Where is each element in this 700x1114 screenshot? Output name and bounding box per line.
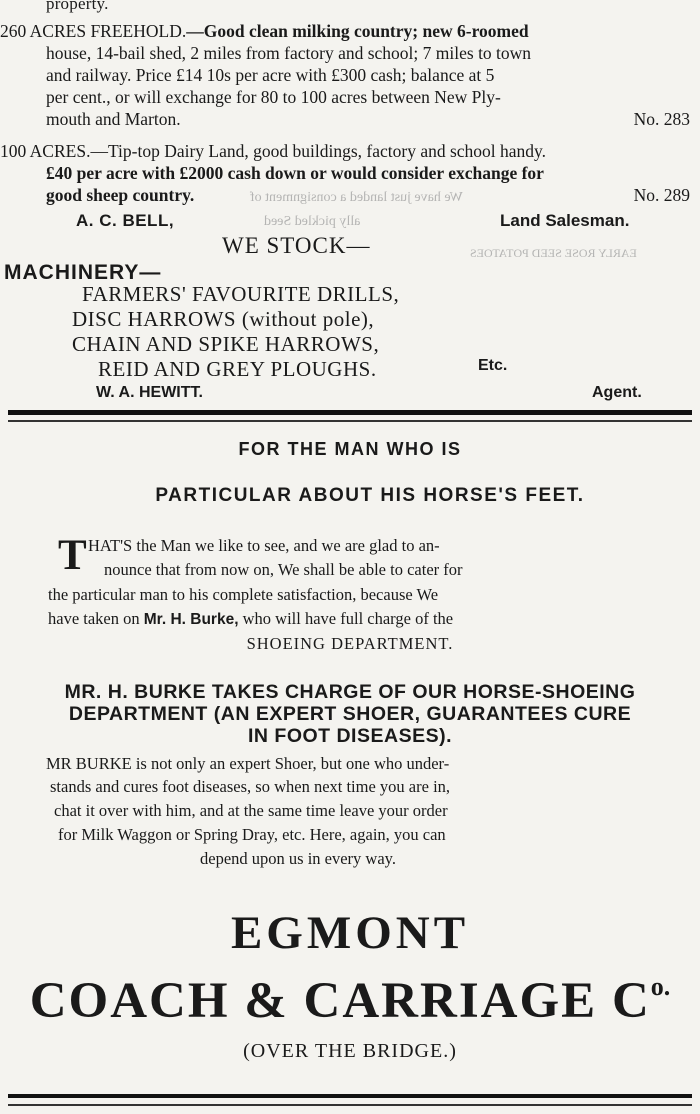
agent-role: Agent. <box>592 384 642 401</box>
paragraph-line: for Milk Waggon or Spring Dray, etc. Here, again, you can <box>58 825 446 844</box>
company-suffix: o. <box>650 972 671 1001</box>
listing-260-acres <box>0 20 700 130</box>
paragraph-line: nounce that from now on, We shall be able to cater for <box>104 560 463 579</box>
listing-title: ACRES. <box>29 141 91 161</box>
department-name: SHOEING DEPARTMENT. <box>246 634 454 653</box>
agent-signature <box>96 384 696 402</box>
bleed-through-text: EARLY ROSE SEED POTATOES <box>470 246 637 260</box>
stock-heading: WE STOCK— <box>222 233 371 258</box>
company-name <box>0 972 700 1030</box>
listing-text: —Tip-top Dairy Land, good buildings, factory and school handy. <box>90 141 547 161</box>
machinery-item: CHAIN AND SPIKE HARROWS, <box>72 332 380 356</box>
listing-text: house, 14-bail shed, 2 miles from factory and school; 7 miles to town <box>46 43 532 63</box>
agent-role: Land Salesman. <box>500 211 630 230</box>
drop-cap: T <box>58 532 87 579</box>
agent-name: A. C. BELL, <box>76 211 175 230</box>
bleed-through-text: ally pickled Seed <box>264 214 361 229</box>
etc-label: Etc. <box>478 357 508 374</box>
machinery-item: FARMERS' FAVOURITE DRILLS, <box>82 282 400 306</box>
divider-rule <box>8 410 692 415</box>
machinery-item: REID AND GREY PLOUGHS. <box>98 357 377 381</box>
listing-text: per cent., or will exchange for 80 to 100 acres between New Ply- <box>46 87 501 107</box>
burke-heading: DEPARTMENT (AN EXPERT SHOER, GUARANTEES CURE <box>68 703 632 725</box>
listing-text: mouth and Marton. <box>46 109 181 129</box>
paragraph-line: who will have full charge of the <box>242 609 454 628</box>
paragraph-line: stands and cures foot diseases, so when next time you are in, <box>50 777 451 796</box>
divider-rule <box>8 1104 692 1106</box>
person-name: Mr. H. Burke, <box>143 611 239 628</box>
machinery-item: DISC HARROWS (without pole), <box>72 307 375 331</box>
paragraph-line: chat it over with him, and at the same time leave your order <box>54 801 448 820</box>
divider-rule <box>8 1094 692 1098</box>
location-note: (OVER THE BRIDGE.) <box>243 1040 457 1062</box>
machinery-label: MACHINERY— <box>4 261 162 284</box>
paragraph-line: the particular man to his complete satisfaction, because We <box>48 585 439 604</box>
listing-lead: 260 <box>0 21 27 41</box>
listing-number: No. 283 <box>633 109 690 129</box>
listing-text: and railway. Price £14 10s per acre with £300 cash; balance at 5 <box>46 65 495 85</box>
paragraph-line: depend upon us in every way. <box>200 849 396 868</box>
headline: FOR THE MAN WHO IS <box>238 439 462 459</box>
headline: PARTICULAR ABOUT HIS HORSE'S FEET. <box>155 485 585 506</box>
top-fragment: property. <box>46 0 109 13</box>
brand-name: EGMONT <box>230 907 470 959</box>
burke-heading: MR. H. BURKE TAKES CHARGE OF OUR HORSE-SHOEING <box>64 681 636 703</box>
listing-title: ACRES FREEHOLD. <box>29 21 187 41</box>
paragraph-line: HAT'S the Man we like to see, and we are glad to an- <box>88 536 440 555</box>
paragraph-line: MR BURKE is not only an expert Shoer, but one who under- <box>46 754 450 773</box>
listing-lead: 100 <box>0 141 27 161</box>
listing-text: —Good clean milking country; new 6-roomed <box>186 21 529 41</box>
burke-heading: IN FOOT DISEASES). <box>247 725 453 747</box>
company-text: COACH & CARRIAGE C <box>29 973 651 1029</box>
agent-name: W. A. HEWITT. <box>96 384 203 401</box>
listing-text: good sheep country. <box>46 185 195 205</box>
divider-rule <box>8 420 692 422</box>
paragraph-line: have taken on <box>48 609 140 628</box>
listing-100-acres <box>0 140 700 206</box>
listing-text: £40 per acre with £2000 cash down or would consider exchange for <box>46 163 544 183</box>
listing-number: No. 289 <box>633 185 690 205</box>
bleed-through-text: We have just landed a consignment of <box>250 190 463 205</box>
